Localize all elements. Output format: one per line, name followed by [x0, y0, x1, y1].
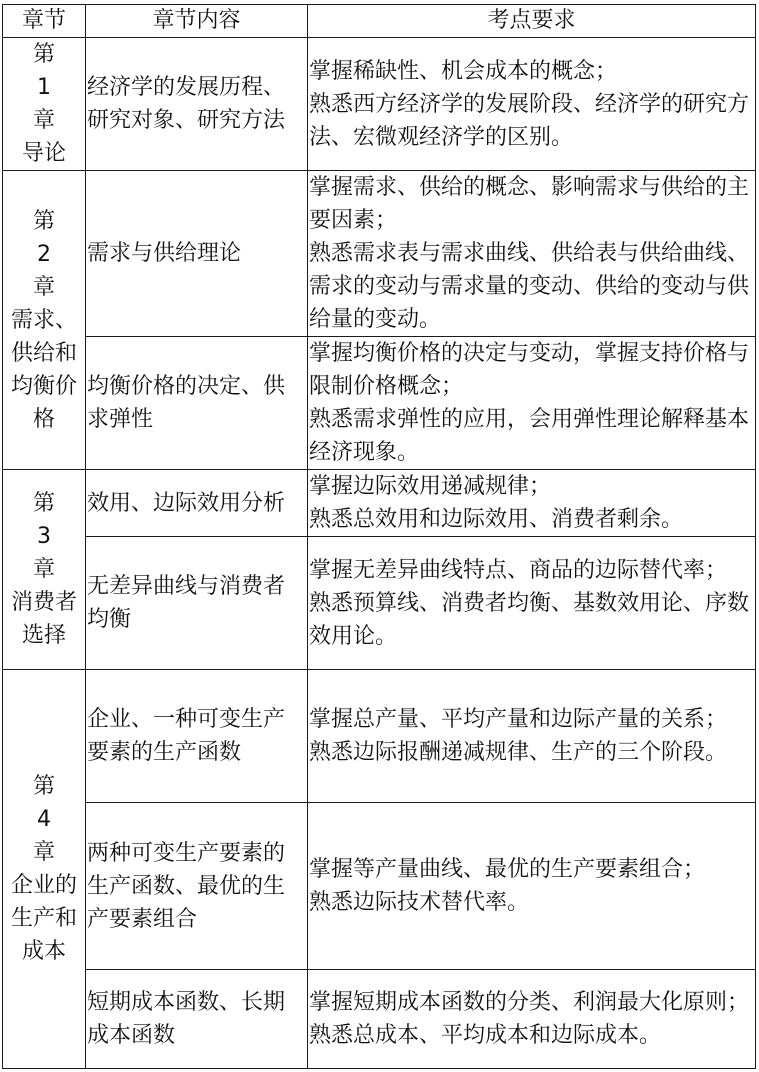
chapter-1-cell — [3, 38, 86, 171]
syllabus-page — [2, 4, 755, 1069]
requirement-text: 掌握均衡价格的决定与变动，掌握支持价格与限制价格概念； — [309, 341, 750, 399]
chapter-text: 供给和 — [10, 340, 77, 366]
chapter-text: 需求、 — [10, 307, 77, 333]
section-title: 两种可变生产要素的生产函数、最优的生产要素组合 — [86, 803, 308, 970]
table-header-row — [3, 5, 756, 38]
chapter-text: 章 — [32, 274, 55, 300]
chapter-text: 均衡价 — [10, 373, 77, 399]
requirement-text: 掌握等产量曲线、最优的生产要素组合； — [309, 857, 706, 882]
chapter-text: 第 — [32, 774, 55, 799]
section-title: 经济学的发展历程、研究对象、研究方法 — [86, 38, 308, 171]
requirements-cell — [308, 38, 756, 171]
requirements-cell — [308, 470, 756, 537]
header-requirements: 考点要求 — [308, 5, 756, 38]
requirements-cell — [308, 670, 756, 803]
syllabus-table — [2, 4, 756, 1069]
chapter-text: 章 — [32, 557, 55, 582]
chapter-text: 选择 — [21, 623, 66, 648]
table-row — [3, 970, 756, 1069]
header-chapter: 章节 — [3, 5, 86, 38]
table-row — [3, 38, 756, 171]
chapter-text: 4 — [37, 807, 51, 832]
requirement-text: 熟悉边际报酬递减规律、生产的三个阶段。 — [309, 740, 728, 765]
table-row — [3, 803, 756, 970]
chapter-text: 1 — [37, 75, 51, 100]
requirements-cell — [308, 337, 756, 470]
requirements-cell — [308, 537, 756, 670]
requirement-text: 熟悉需求表与需求曲线、供给表与供给曲线、需求的变动与需求量的变动、供给的变动与供给量的变动。 — [309, 241, 750, 332]
section-title: 企业、一种可变生产要素的生产函数 — [86, 670, 308, 803]
section-title: 需求与供给理论 — [86, 171, 308, 337]
chapter-text: 企业的 — [10, 873, 77, 898]
table-row — [3, 337, 756, 470]
table-row — [3, 171, 756, 337]
requirement-text: 熟悉边际技术替代率。 — [309, 890, 530, 915]
requirement-text: 熟悉预算线、消费者均衡、基数效用论、序数效用论。 — [309, 590, 750, 649]
chapter-text: 消费者 — [10, 590, 77, 615]
chapter-2-cell — [3, 171, 86, 470]
chapter-text: 章 — [32, 108, 55, 133]
section-title: 效用、边际效用分析 — [86, 470, 308, 537]
section-title: 均衡价格的决定、供求弹性 — [86, 337, 308, 470]
requirements-cell — [308, 803, 756, 970]
table-row — [3, 670, 756, 803]
requirement-text: 掌握总产量、平均产量和边际产量的关系； — [309, 707, 728, 732]
chapter-text: 第 — [32, 208, 55, 234]
requirement-text: 掌握边际效用递减规律； — [309, 474, 552, 499]
chapter-text: 第 — [32, 491, 55, 516]
table-row — [3, 470, 756, 537]
requirement-text: 熟悉西方经济学的发展阶段、经济学的研究方法、宏微观经济学的区别。 — [309, 91, 750, 150]
requirement-text: 熟悉总成本、平均成本和边际成本。 — [309, 1023, 662, 1048]
chapter-text: 导论 — [21, 141, 66, 166]
chapter-text: 章 — [32, 840, 55, 865]
header-section-content: 章节内容 — [86, 5, 308, 38]
requirement-text: 熟悉总效用和边际效用、消费者剩余。 — [309, 507, 684, 532]
section-title: 短期成本函数、长期成本函数 — [86, 970, 308, 1069]
chapter-text: 2 — [37, 241, 51, 267]
requirements-cell — [308, 171, 756, 337]
chapter-3-cell — [3, 470, 86, 670]
chapter-text: 成本 — [21, 939, 66, 964]
requirements-cell — [308, 970, 756, 1069]
chapter-text: 生产和 — [10, 906, 77, 931]
table-row — [3, 537, 756, 670]
requirement-text: 掌握短期成本函数的分类、利润最大化原则； — [309, 990, 750, 1015]
requirement-text: 掌握稀缺性、机会成本的概念； — [309, 58, 618, 84]
section-title: 无差异曲线与消费者均衡 — [86, 537, 308, 670]
chapter-text: 3 — [37, 524, 51, 549]
chapter-text: 第 — [32, 42, 55, 67]
chapter-4-cell — [3, 670, 86, 1069]
requirement-text: 掌握无差异曲线特点、商品的边际替代率； — [309, 557, 728, 583]
chapter-text: 格 — [32, 406, 55, 432]
requirement-text: 熟悉需求弹性的应用，会用弹性理论解释基本经济现象。 — [309, 407, 750, 465]
requirement-text: 掌握需求、供给的概念、影响需求与供给的主要因素； — [309, 175, 750, 233]
